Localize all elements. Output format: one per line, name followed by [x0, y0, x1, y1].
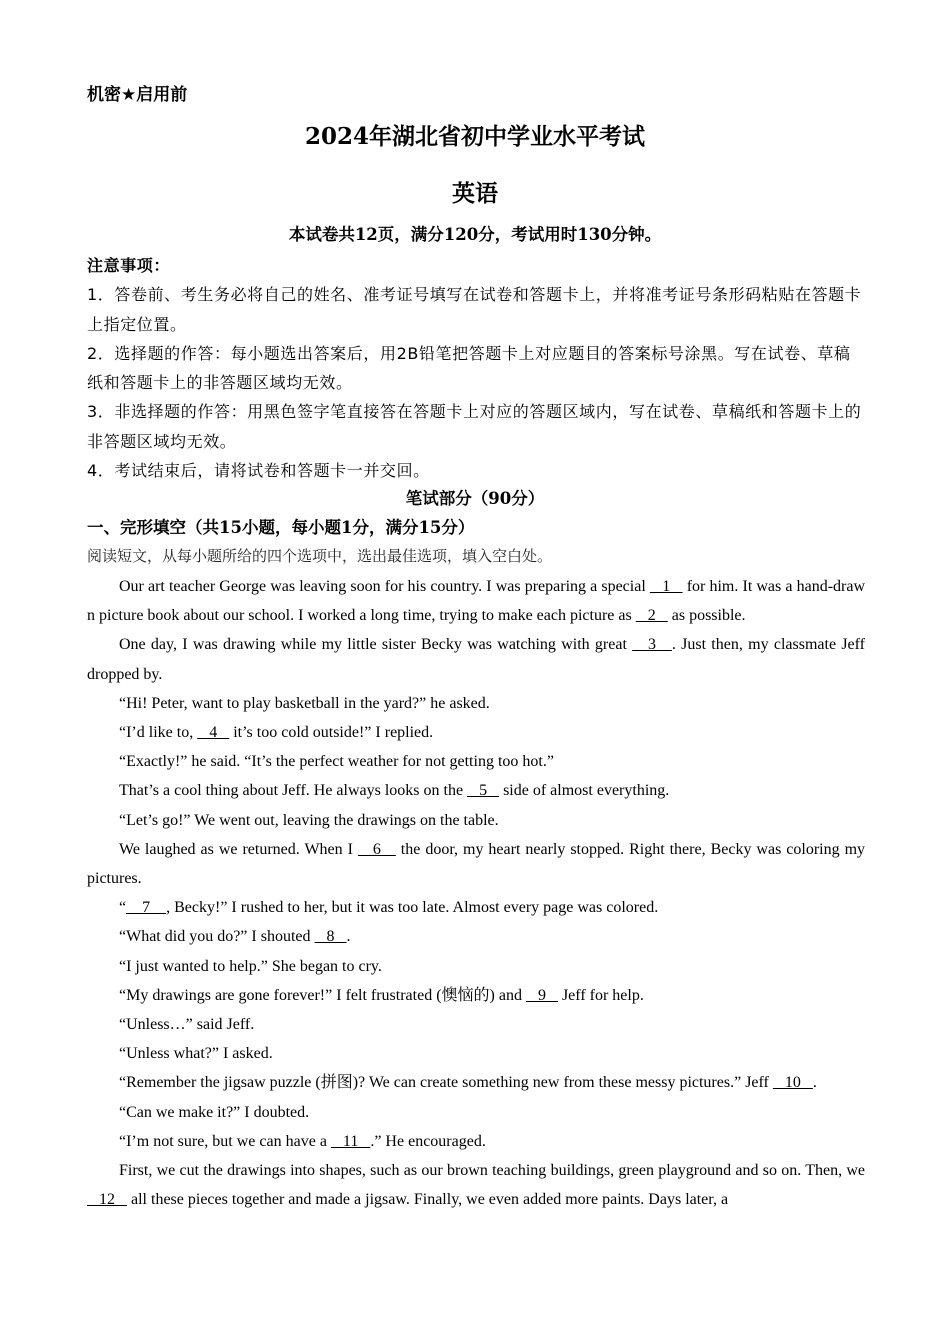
passage-paragraph	[87, 572, 865, 630]
passage-text: .” He encouraged.	[370, 1132, 486, 1150]
passage-paragraph	[87, 747, 865, 776]
passage-text: “Unless…” said Jeff.	[119, 1016, 255, 1034]
passage-text: “Can we make it?” I doubted.	[119, 1103, 310, 1121]
cloze-blank: 1	[649, 578, 683, 595]
passage-text: “My drawings are gone forever!” I felt frustrated (懊恼的) and	[119, 986, 526, 1004]
cloze-blank: 2	[635, 607, 668, 625]
passage-paragraph	[87, 806, 865, 835]
passage-text: “I’d like to,	[119, 724, 198, 742]
passage-text: Our art teacher George was leaving soon for his country. I was preparing a special	[119, 578, 650, 595]
passage-text: .	[812, 1074, 817, 1092]
passage-text: . Just then, my classmate Jeff dropped by.	[87, 636, 866, 683]
passage-text: “I just wanted to help.” She began to cry.	[119, 957, 382, 975]
notes-heading: 注意事项：	[87, 256, 171, 275]
part-instruction: 阅读短文，从每小题所给的四个选项中，选出最佳选项，填入空白处。	[87, 547, 553, 565]
passage-text: That’s a cool thing about Jeff. He always looks on the	[119, 782, 468, 800]
cloze-blank: 10	[772, 1074, 813, 1092]
cloze-passage	[87, 572, 865, 1214]
passage-text: “Remember the jigsaw puzzle (拼图)? We can create something new from these messy pictures.” Jeff	[119, 1074, 773, 1092]
passage-text: all these pieces together and made a jigsaw. Finally, we even added more paints. Days later, a	[127, 1191, 729, 1209]
cloze-blank: 3	[632, 636, 672, 654]
passage-paragraph	[87, 1156, 865, 1214]
passage-text: for him. It was a hand-draw n picture book about our school. I worked a long time, trying to make each picture as	[87, 578, 866, 625]
exam-info: 本试卷共12页，满分120分，考试用时130分钟。	[288, 225, 662, 244]
passage-text: “Let’s go!” We went out, leaving the drawings on the table.	[119, 811, 499, 829]
section-title: 笔试部分（90分）	[405, 489, 545, 508]
exam-title: 2024年湖北省初中学业水平考试	[304, 123, 645, 150]
passage-paragraph	[87, 1039, 865, 1068]
passage-paragraph	[87, 1127, 865, 1156]
passage-paragraph	[87, 835, 865, 893]
passage-text: First, we cut the drawings into shapes, such as our brown teaching buildings, green playground and so on. Then, we	[119, 1162, 865, 1180]
passage-text: “Exactly!” he said. “It’s the perfect weather for not getting too hot.”	[119, 753, 554, 771]
passage-text: the door, my heart nearly stopped. Right there, Becky was coloring my pictures.	[87, 840, 866, 888]
subject-title: 英语	[452, 180, 498, 207]
cloze-blank: 5	[467, 782, 500, 800]
passage-text: , Becky!” I rushed to her, but it was too late. Almost every page was colored.	[166, 899, 659, 917]
note-item: 3．非选择题的作答：用黑色签字笔直接答在答题卡上对应的答题区域内，写在试卷、草稿纸和答题卡上的非答题区域均无效。	[87, 402, 862, 451]
passage-paragraph	[87, 1010, 865, 1039]
note-item: 2．选择题的作答：每小题选出答案后，用2B铅笔把答题卡上对应题目的答案标号涂黑。写在试卷、草稿纸和答题卡上的非答题区域均无效。	[87, 343, 851, 393]
passage-text: “	[119, 899, 127, 917]
passage-text: “Unless what?” I asked.	[119, 1045, 273, 1063]
passage-paragraph	[87, 718, 865, 747]
passage-paragraph	[87, 689, 865, 718]
cloze-blank: 12	[87, 1191, 127, 1209]
cloze-blank: 7	[126, 899, 167, 917]
cloze-blank: 8	[314, 928, 347, 946]
passage-paragraph	[87, 776, 865, 805]
passage-text: as possible.	[667, 607, 746, 625]
passage-text: We laughed as we returned. When I	[119, 840, 358, 858]
passage-paragraph	[87, 1068, 865, 1097]
passage-text: “I’m not sure, but we can have a	[119, 1132, 331, 1150]
passage-paragraph	[87, 952, 865, 981]
cloze-blank: 4	[197, 724, 230, 742]
passage-text: “What did you do?” I shouted	[119, 928, 315, 946]
passage-text: side of almost everything.	[499, 782, 670, 800]
passage-text: One day, I was drawing while my little sister Becky was watching with great	[119, 636, 633, 654]
passage-text: Jeff for help.	[557, 986, 644, 1004]
note-item: 1．答卷前、考生务必将自己的姓名、准考证号填写在试卷和答题卡上，并将准考证号条形码粘贴在答题卡上指定位置。	[87, 285, 862, 334]
notes-block	[87, 251, 867, 485]
passage-paragraph	[87, 630, 865, 688]
passage-paragraph	[87, 1098, 865, 1127]
passage-paragraph	[87, 893, 865, 922]
passage-text: “Hi! Peter, want to play basketball in the yard?” he asked.	[119, 694, 490, 712]
confidential-mark: 机密★启用前	[87, 85, 188, 105]
cloze-blank: 9	[525, 986, 558, 1004]
note-item: 4．考试结束后，请将试卷和答题卡一并交回。	[87, 461, 430, 481]
passage-text: it’s too cold outside!” I replied.	[229, 724, 434, 742]
passage-text: .	[346, 928, 351, 946]
cloze-blank: 6	[357, 840, 396, 858]
cloze-blank: 11	[330, 1132, 371, 1150]
passage-paragraph	[87, 981, 865, 1010]
passage-paragraph	[87, 922, 865, 951]
part-title: 一、完形填空（共15小题，每小题1分，满分15分）	[87, 518, 475, 537]
